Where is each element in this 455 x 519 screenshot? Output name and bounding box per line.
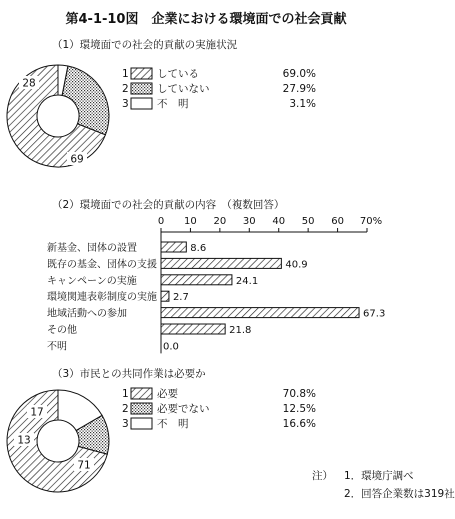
pie-chart-implementation-status [7, 65, 109, 167]
bar [161, 324, 225, 334]
bar-category-label: キャンペーンの実施 [47, 275, 137, 287]
bar-value-label: 40.9 [285, 259, 308, 271]
bar-category-label: 地域活動への参加 [47, 308, 127, 320]
legend-swatch-3 [131, 418, 152, 429]
legend-swatch-1 [131, 388, 152, 399]
pie-slice-2 [62, 66, 109, 135]
legend-label-3: 不 明 [157, 418, 189, 430]
x-tick-label: 50 [301, 216, 315, 227]
legend-number-3: 3 [122, 98, 129, 110]
x-tick-label: 40 [272, 216, 286, 227]
section-1-heading: （1）環境面での社会的貢献の実施状況 [52, 39, 238, 51]
legend-swatch-1 [131, 68, 152, 79]
legend-number-1: 1 [122, 68, 129, 80]
slice-label-3: 17 [30, 406, 44, 419]
slice-label-2: 13 [17, 434, 31, 447]
pie-chart-citizen-collaboration [7, 390, 109, 492]
legend-label-3: 不 明 [157, 98, 189, 110]
legend-label-1: 必要 [157, 388, 178, 400]
bar-value-label: 8.6 [190, 243, 207, 254]
legend-percent-1: 70.8% [282, 388, 316, 400]
bar-category-label: 環境関連表彰制度の実施 [47, 292, 157, 304]
legend-percent-2: 12.5% [282, 403, 316, 415]
bar-category-label: 新基金、団体の設置 [47, 243, 137, 254]
legend-label-2: 必要でない [157, 403, 210, 415]
section-3-heading: （3）市民との共同作業は必要か [52, 368, 206, 380]
slice-label-1: 71 [77, 459, 91, 472]
legend-swatch-2 [131, 403, 152, 414]
x-tick-label: 60 [331, 216, 344, 227]
bar [161, 275, 232, 285]
legend-number-2: 2 [122, 83, 129, 95]
legend-citizen-collaboration [122, 388, 316, 430]
bar-value-label: 21.8 [229, 325, 252, 336]
note-line-1: 1．環境庁調べ [344, 470, 414, 482]
bar-category-label: 不明 [47, 341, 67, 353]
legend-implementation-status [122, 68, 316, 110]
legend-swatch-2 [131, 83, 152, 94]
legend-swatch-3 [131, 98, 152, 109]
x-tick-label: 20 [213, 216, 227, 227]
slice-label-1: 69 [70, 153, 84, 166]
bar [161, 291, 169, 301]
legend-number-2: 2 [122, 403, 129, 415]
slice-label-2: 28 [22, 77, 36, 90]
legend-number-1: 1 [122, 388, 129, 400]
bar [161, 308, 359, 318]
legend-number-3: 3 [122, 418, 129, 430]
legend-percent-1: 69.0% [282, 68, 316, 80]
bar [161, 242, 186, 252]
bar-value-label: 24.1 [235, 275, 259, 287]
bar-category-label: その他 [47, 325, 77, 336]
legend-percent-3: 16.6% [282, 418, 316, 430]
legend-label-2: していない [157, 83, 210, 95]
bar-category-label: 既存の基金、団体の支援 [47, 259, 157, 271]
x-tick-label: 30 [242, 216, 256, 227]
legend-label-1: している [157, 68, 199, 80]
x-tick-label: 0 [157, 216, 165, 227]
x-tick-label: 70% [359, 216, 383, 227]
bar-value-label: 0.0 [163, 341, 179, 353]
bar-value-label: 2.7 [172, 292, 189, 304]
bar-chart-contribution-content [47, 216, 385, 353]
bar [161, 258, 281, 268]
legend-percent-2: 27.9% [282, 83, 316, 95]
legend-percent-3: 3.1% [289, 98, 316, 110]
section-2-heading: （2）環境面での社会的貢献の内容 （複数回答） [52, 199, 285, 211]
note-prefix: 注） [312, 470, 333, 482]
bar-value-label: 67.3 [363, 308, 386, 320]
note-line-2: 2．回答企業数は319社 [344, 488, 455, 500]
page-title: 第4-1-10図 企業における環境面での社会貢献 [65, 12, 347, 27]
x-tick-label: 10 [184, 216, 197, 227]
